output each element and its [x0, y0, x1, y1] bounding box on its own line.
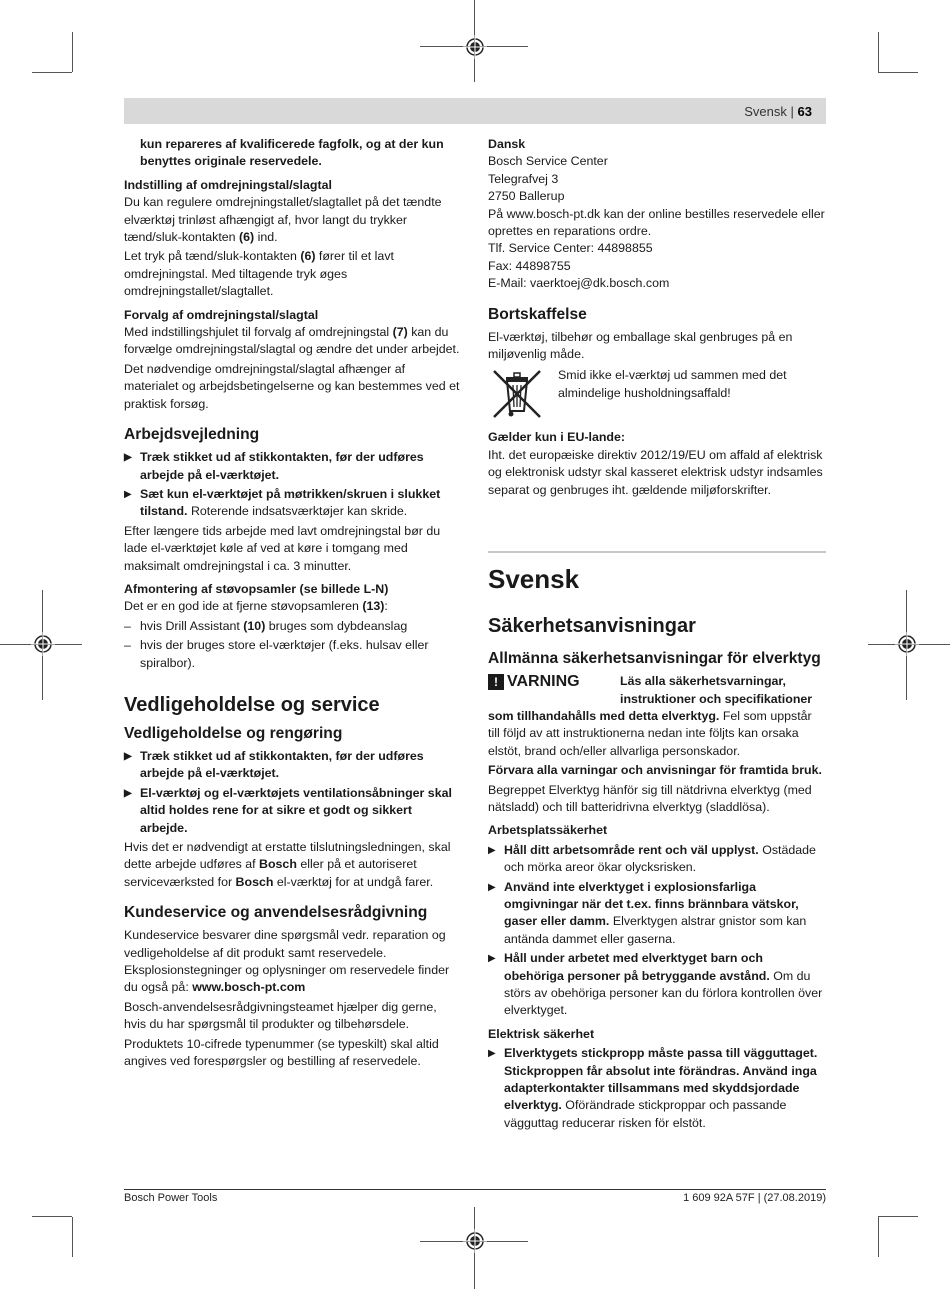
warning-triangle-icon: ! — [488, 674, 504, 690]
dust-paragraph-1: Det er en god ide at fjerne støvopsamleren (13): — [124, 599, 388, 614]
weee-text: Smid ikke el-værktøj ud sammen med det almindelige husholdningsaffald! — [558, 368, 787, 400]
speed-paragraph-1: Du kan regulere omdrejningstallet/slagtallet på det tændte elværktøj trinløst afhængigt af, hvor langt du trykker tænd/sluk-kontakten (6) ind. — [124, 195, 442, 245]
eu-heading: Gælder kun i EU-lande: — [488, 430, 626, 445]
clean-heading: Vedligeholdelse og rengøring — [124, 724, 343, 742]
dust-dash-1: – hvis Drill Assistant (10) bruges som dybdeanslag — [124, 618, 462, 635]
keep-instructions: Förvara alla varningar och anvisningar för framtida bruk. — [488, 763, 822, 778]
phone-line: Tlf. Service Center: 44898855 — [488, 241, 653, 256]
dust-dash-2: – hvis der bruges store el-værktøjer (f.eks. hulsav eller spiralbor). — [124, 637, 462, 672]
workplace-bullet-3: ▶ Håll under arbetet med elverktyget barn och obehöriga personer på betryggande avstånd. Om du störs av obehöriga personer kan du förlora kontrollen över elverktyget. — [488, 950, 826, 1020]
crop-mark — [878, 32, 879, 72]
term-paragraph: Begreppet Elverktyg hänför sig till nätdrivna elverktyg (med nätsladd) och till batteridrivna elverktyg (sladdlösa). — [488, 782, 812, 814]
address-line: Telegrafvej 3 — [488, 171, 559, 186]
eu-paragraph: Iht. det europæiske direktiv 2012/19/EU om affald af elektrisk og elektronisk udstyr skal kasseret elektrisk udstyr indsamles separat og genbruges iht. gældende miljøforskrifter. — [488, 447, 823, 497]
warning-paragraph: som tillhandahålls med detta elverktyg. Fel som uppstår till följd av att instruktionerna nedan inte följts kan orsaka elstöt, brand och/eller allvarliga personskador. — [488, 708, 812, 758]
customer-paragraph-1: Kundeservice besvarer dine spørgsmål vedr. reparation og vedligeholdelse af dit produkt samt reservedele. Eksplosionstegninger og oplysninger om reservedele finder du også på: www.bosch-pt.com — [124, 928, 450, 995]
workplace-bullet-2: ▶ Använd inte elverktyget i explosionsfarliga omgivningar när det t.ex. finns brännbara vätskor, gaser eller damm. Elverktygen alstrar gnistor som kan antända dammet eller gaserna. — [488, 879, 826, 949]
country-heading: Dansk — [488, 137, 526, 151]
work-bullet-1: ▶ Træk stikket ud af stikkontakten, før der udføres arbejde på el-værktøjet. — [124, 449, 462, 484]
disposal-heading: Bortskaffelse — [488, 305, 587, 323]
preselect-paragraph-1: Med indstillingshjulet til forvalg af omdrejningstal (7) kan du forvælge omdrejningstal/slagtal og ændre det under arbejdet. — [124, 325, 460, 357]
registration-mark-icon — [895, 632, 919, 656]
disposal-paragraph: El-værktøj, tilbehør og emballage skal genbruges på en miljøvenlig måde. — [488, 329, 793, 362]
speed-heading: Indstilling af omdrejningstal/slagtal — [124, 177, 332, 192]
clean-paragraph-1: Hvis det er nødvendigt at erstatte tilslutningsledningen, skal dette arbejde udføres af Bosch eller på et autoriseret serviceværksted for Bosch el-værktøj for at undgå farer. — [124, 840, 451, 889]
crop-mark — [878, 1217, 879, 1257]
crop-mark — [32, 72, 72, 73]
crop-mark — [72, 32, 73, 72]
safety-heading: Säkerhetsanvisningar — [488, 615, 696, 638]
address-line: Bosch Service Center — [488, 154, 608, 169]
fax-line: Fax: 44898755 — [488, 258, 571, 273]
footer-left: Bosch Power Tools — [124, 1192, 218, 1204]
clean-bullet-1: ▶ Træk stikket ud af stikkontakten, før der udføres arbejde på el-værktøjet. — [124, 748, 462, 783]
general-safety-heading: Allmänna säkerhetsanvisningar för elverktyg — [488, 650, 821, 668]
footer-rule — [124, 1189, 826, 1190]
page-number: 63 — [797, 104, 812, 119]
header-separator: | — [790, 104, 794, 119]
customer-paragraph-3: Produktets 10-cifrede typenummer (se typeskilt) skal altid angives ved forespørgsler og bestilling af reservedele. — [124, 1036, 439, 1069]
warning-block — [488, 673, 826, 708]
clean-bullet-2: ▶ El-værktøj og el-værktøjets ventilationsåbninger skal altid holdes rene for at sikre et godt og sikkert arbejde. — [124, 785, 462, 837]
service-heading: Vedligeholdelse og service — [124, 693, 380, 716]
work-bullet-2: ▶ Sæt kun el-værktøjet på møtrikken/skruen i slukket tilstand. Roterende indsatsværktøjer kan skride. — [124, 486, 462, 521]
header-bar — [124, 98, 826, 124]
footer-right: 1 609 92A 57F | (27.08.2019) — [683, 1192, 826, 1204]
left-column — [124, 136, 462, 1072]
crop-mark — [72, 1217, 73, 1257]
page-header — [744, 104, 812, 119]
email-line: E-Mail: vaerktoej@dk.bosch.com — [488, 276, 670, 291]
right-column — [488, 136, 826, 1134]
section-divider — [488, 551, 826, 553]
weee-block — [488, 367, 826, 421]
customer-paragraph-2: Bosch-anvendelsesrådgivningsteamet hjælper dig gerne, hvis du har spørgsmål til produkter og tilbehørsdele. — [124, 999, 437, 1032]
header-language: Svensk — [744, 104, 787, 119]
speed-paragraph-2: Let tryk på tænd/sluk-kontakten (6) fører til et lavt omdrejningstal. Med tiltagende tryk øges omdrejningstallet/slagtallet. — [124, 249, 394, 299]
svensk-title: Svensk — [488, 564, 580, 595]
registration-mark-icon — [463, 35, 487, 59]
warning-label-box — [488, 673, 620, 708]
intro-bold: kun repareres af kvalificerede fagfolk, og at der kun benyttes originale reservedele. — [140, 137, 444, 169]
crop-mark — [878, 1216, 918, 1217]
electrical-heading: Elektrisk säkerhet — [488, 1026, 595, 1041]
registration-mark-icon — [463, 1229, 487, 1253]
warning-lead: Läs alla säkerhetsvarningar, instruktioner och specifikationer — [620, 674, 813, 706]
work-heading: Arbejdsvejledning — [124, 426, 260, 444]
registration-mark-icon — [31, 632, 55, 656]
crossed-bin-icon — [488, 367, 546, 421]
crop-mark — [878, 72, 918, 73]
dust-heading: Afmontering af støvopsamler (se billede L-N) — [124, 581, 389, 596]
warning-label: VARNING — [507, 673, 580, 691]
work-paragraph-1: Efter længere tids arbejde med lavt omdrejningstal bør du lade el-værktøjet køle af ved at køre i tomgang med maksimalt omdrejningstal i ca. 3 minutter. — [124, 523, 441, 573]
workplace-bullet-1: ▶ Håll ditt arbetsområde rent och väl upplyst. Ostädade och mörka areor ökar olycksrisken. — [488, 842, 826, 877]
preselect-heading: Forvalg af omdrejningstal/slagtal — [124, 307, 319, 322]
preselect-paragraph-2: Det nødvendige omdrejningstal/slagtal afhænger af materialet og arbejdsbetingelserne og kan bestemmes ved et praktisk forsøg. — [124, 361, 460, 411]
crop-mark — [32, 1216, 72, 1217]
address-line: 2750 Ballerup — [488, 189, 565, 204]
workplace-heading: Arbetsplatssäkerhet — [488, 823, 608, 838]
electrical-bullet-1: ▶ Elverktygets stickpropp måste passa till vägguttaget. Stickproppen får absolut inte förändras. Använd inga adapterkontakter tillsammans med skyddsjordade elverktyg. Oförändrade stickproppar och passande vägguttag reducerar risken för elstöt. — [488, 1045, 826, 1132]
address-line: På www.bosch-pt.dk kan der online bestilles reservedele eller oprettes en reparations ordre. — [488, 206, 825, 239]
customer-heading: Kundeservice og anvendelsesrådgivning — [124, 904, 428, 922]
website-link[interactable]: www.bosch-pt.com — [192, 980, 306, 995]
